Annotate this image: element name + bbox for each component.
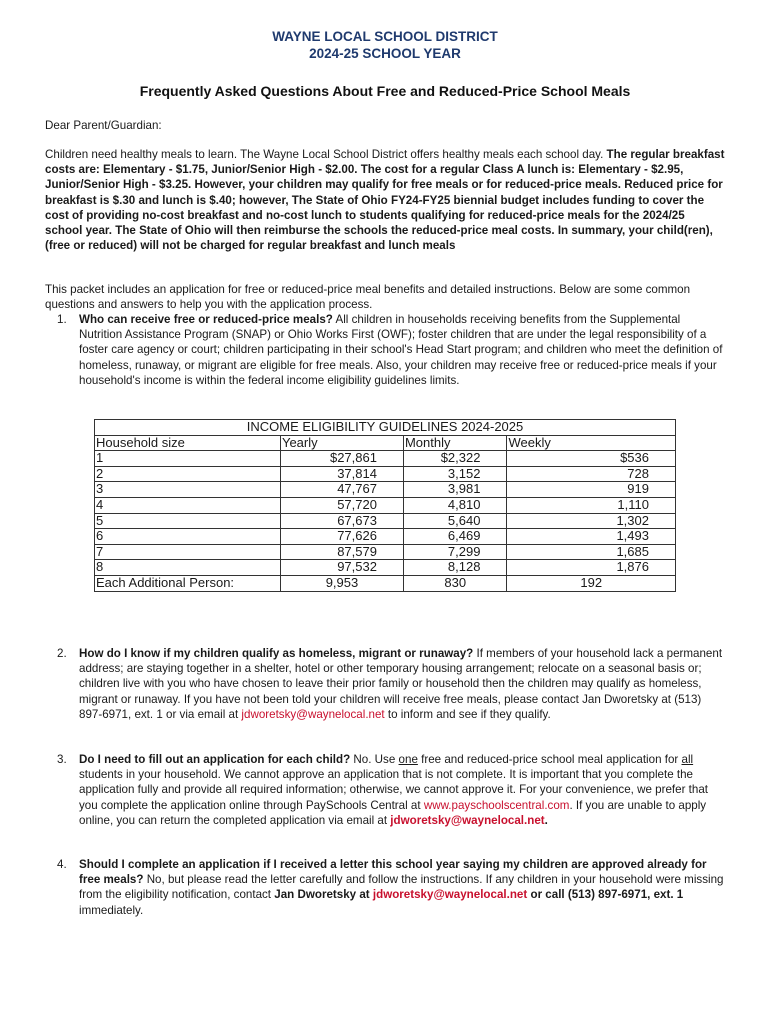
table-row bbox=[95, 466, 676, 482]
faq-number: 1. bbox=[57, 313, 67, 326]
contact-phone: or call (513) 897-6971, ext. 1 bbox=[530, 888, 684, 902]
faq-answer-end: immediately. bbox=[79, 903, 144, 917]
column-header: Yearly bbox=[280, 435, 403, 451]
underlined-word: all bbox=[681, 753, 694, 766]
income-eligibility-table bbox=[94, 419, 676, 592]
faq-answer: . If you are unable to apply online, you can return the completed application via email at bbox=[79, 798, 707, 827]
table-cell: Each Additional Person: bbox=[95, 575, 281, 591]
greeting: Dear Parent/Guardian: bbox=[45, 119, 162, 132]
website-link[interactable]: www.payschoolscentral.com bbox=[423, 798, 570, 812]
table-cell: 3,981 bbox=[403, 482, 507, 498]
faq-item-4 bbox=[45, 857, 725, 918]
table-cell: 3,152 bbox=[403, 466, 507, 482]
faq-item-1 bbox=[45, 312, 725, 388]
table-cell: 97,532 bbox=[280, 560, 403, 576]
table-cell: 4 bbox=[95, 497, 281, 513]
table-cell: 77,626 bbox=[280, 529, 403, 545]
table-row bbox=[95, 575, 676, 591]
faq-answer: free and reduced-price school meal application for bbox=[421, 753, 679, 766]
table-cell: 1,493 bbox=[507, 529, 676, 545]
table-cell: 6 bbox=[95, 529, 281, 545]
faq-question: Who can receive free or reduced-price meals? bbox=[79, 313, 333, 326]
period: . bbox=[544, 813, 548, 827]
table-row bbox=[95, 560, 676, 576]
intro-bold: The regular breakfast costs are: Elementary - $1.75, Junior/Senior High - $2.00. The cost for a regular Class A lunch is: Elementary - $2.95, Junior/Senior High - $3.25. However, your children may qualify for free meals or for reduced-price meals. Reduced price for breakfast is $.30 and lunch is $.40; however, The State of Ohio FY24-FY25 biennial budget includes funding to cover the cost of providing no-cost breakfast and no-cost lunch to students qualifying for reduced-price meals for the 2024/25 school year. The State of Ohio will then reimburse the schools the reduced-price meal costs. In summary, your child(ren), (free or reduced) will not be charged for regular breakfast and lunch meals bbox=[45, 148, 725, 253]
table-cell: 57,720 bbox=[280, 497, 403, 513]
underlined-word: one bbox=[398, 753, 418, 766]
faq-number: 3. bbox=[57, 753, 67, 766]
packet-paragraph: This packet includes an application for free or reduced-price meal benefits and detailed instructions. Below are some common questions and answers to help you with the application process. bbox=[45, 283, 691, 312]
table-row bbox=[95, 497, 676, 513]
faq-answer: students in your household. We cannot approve an application that is not complete. It is important that you complete the application fully and provide all required information; otherwise, we cannot approve it. For your convenience, we prefer that you complete the application online through PaySchools Central at bbox=[79, 768, 708, 812]
faq-answer: If members of your household lack a permanent address; are staying together in a shelter, hotel or other temporary housing arrangement; relocate on a seasonal basis or; children live with you who have chosen to leave their prior family or household then the children may qualify as homeless, migrant or runaway. If you have not been told your children will receive free meals, please contact Jan Dworetsky at (513) 897-6971, ext. 1 or via email at bbox=[79, 647, 723, 721]
column-header: Monthly bbox=[403, 435, 507, 451]
table-cell: 192 bbox=[507, 575, 676, 591]
faq-item-3 bbox=[45, 752, 725, 828]
table-cell: 8 bbox=[95, 560, 281, 576]
table-cell: 5,640 bbox=[403, 513, 507, 529]
table-header-row bbox=[95, 435, 676, 451]
table-cell: 5 bbox=[95, 513, 281, 529]
table-row bbox=[95, 513, 676, 529]
table-cell: 47,767 bbox=[280, 482, 403, 498]
table-cell: 1,302 bbox=[507, 513, 676, 529]
table-cell: 1,876 bbox=[507, 560, 676, 576]
faq-answer: No. Use bbox=[353, 753, 396, 766]
contact-name: Jan Dworetsky at bbox=[274, 888, 370, 902]
table-cell: 1,110 bbox=[507, 497, 676, 513]
faq-answer: No, but please read the letter carefully and follow the instructions. If any children in your household were missing from the eligibility notification, contact bbox=[79, 873, 724, 902]
faq-item-2 bbox=[45, 646, 725, 722]
table-cell: 919 bbox=[507, 482, 676, 498]
table-row bbox=[95, 529, 676, 545]
table-cell: 830 bbox=[403, 575, 507, 591]
faq-question: Do I need to fill out an application for each child? bbox=[79, 753, 351, 766]
table-cell: $536 bbox=[507, 451, 676, 467]
table-cell: 37,814 bbox=[280, 466, 403, 482]
district-title: WAYNE LOCAL SCHOOL DISTRICT bbox=[272, 29, 498, 44]
table-cell: 4,810 bbox=[403, 497, 507, 513]
table-cell: 9,953 bbox=[280, 575, 403, 591]
table-cell: 1,685 bbox=[507, 544, 676, 560]
faq-number: 2. bbox=[57, 647, 67, 660]
table-cell: 2 bbox=[95, 466, 281, 482]
table-row bbox=[95, 451, 676, 467]
table-row bbox=[95, 482, 676, 498]
email-link[interactable]: jdworetsky@waynelocal.net bbox=[372, 888, 528, 902]
column-header: Household size bbox=[95, 435, 281, 451]
table-cell: 3 bbox=[95, 482, 281, 498]
table-cell: 67,673 bbox=[280, 513, 403, 529]
table-cell: 6,469 bbox=[403, 529, 507, 545]
table-cell: 1 bbox=[95, 451, 281, 467]
intro-paragraph bbox=[45, 147, 725, 253]
table-row bbox=[95, 544, 676, 560]
table-cell: 8,128 bbox=[403, 560, 507, 576]
table-cell: $2,322 bbox=[403, 451, 507, 467]
faq-answer-end: to inform and see if they qualify. bbox=[387, 707, 551, 721]
faq-number: 4. bbox=[57, 858, 67, 871]
faq-question: How do I know if my children qualify as homeless, migrant or runaway? bbox=[79, 647, 474, 660]
table-cell: 7 bbox=[95, 544, 281, 560]
page-title: Frequently Asked Questions About Free and Reduced-Price School Meals bbox=[139, 83, 631, 99]
email-link[interactable]: jdworetsky@waynelocal.net bbox=[241, 707, 385, 721]
column-header: Weekly bbox=[507, 435, 676, 451]
school-year: 2024-25 SCHOOL YEAR bbox=[309, 46, 461, 61]
table-caption: INCOME ELIGIBILITY GUIDELINES 2024-2025 bbox=[95, 420, 676, 436]
table-cell: 87,579 bbox=[280, 544, 403, 560]
intro-plain: Children need healthy meals to learn. The Wayne Local School District offers healthy meals each school day. bbox=[45, 148, 604, 161]
faq-answer: All children in households receiving benefits from the Supplemental Nutrition Assistance Program (SNAP) or Ohio Works First (OWF); foster children that are under the legal responsibility of a foster care agency or court; children participating in their school's Head Start program; and children who meet the definition of homeless, runaway, or migrant are eligible for free meals. Also, your children may receive free or reduced-price meals if your household's income is within the federal income eligibility guidelines limits. bbox=[79, 313, 723, 387]
email-link[interactable]: jdworetsky@waynelocal.net bbox=[390, 813, 545, 827]
table-cell: $27,861 bbox=[280, 451, 403, 467]
table-cell: 728 bbox=[507, 466, 676, 482]
faq-question: Should I complete an application if I received a letter this school year saying my children are approved already for free meals? bbox=[79, 858, 707, 887]
table-cell: 7,299 bbox=[403, 544, 507, 560]
